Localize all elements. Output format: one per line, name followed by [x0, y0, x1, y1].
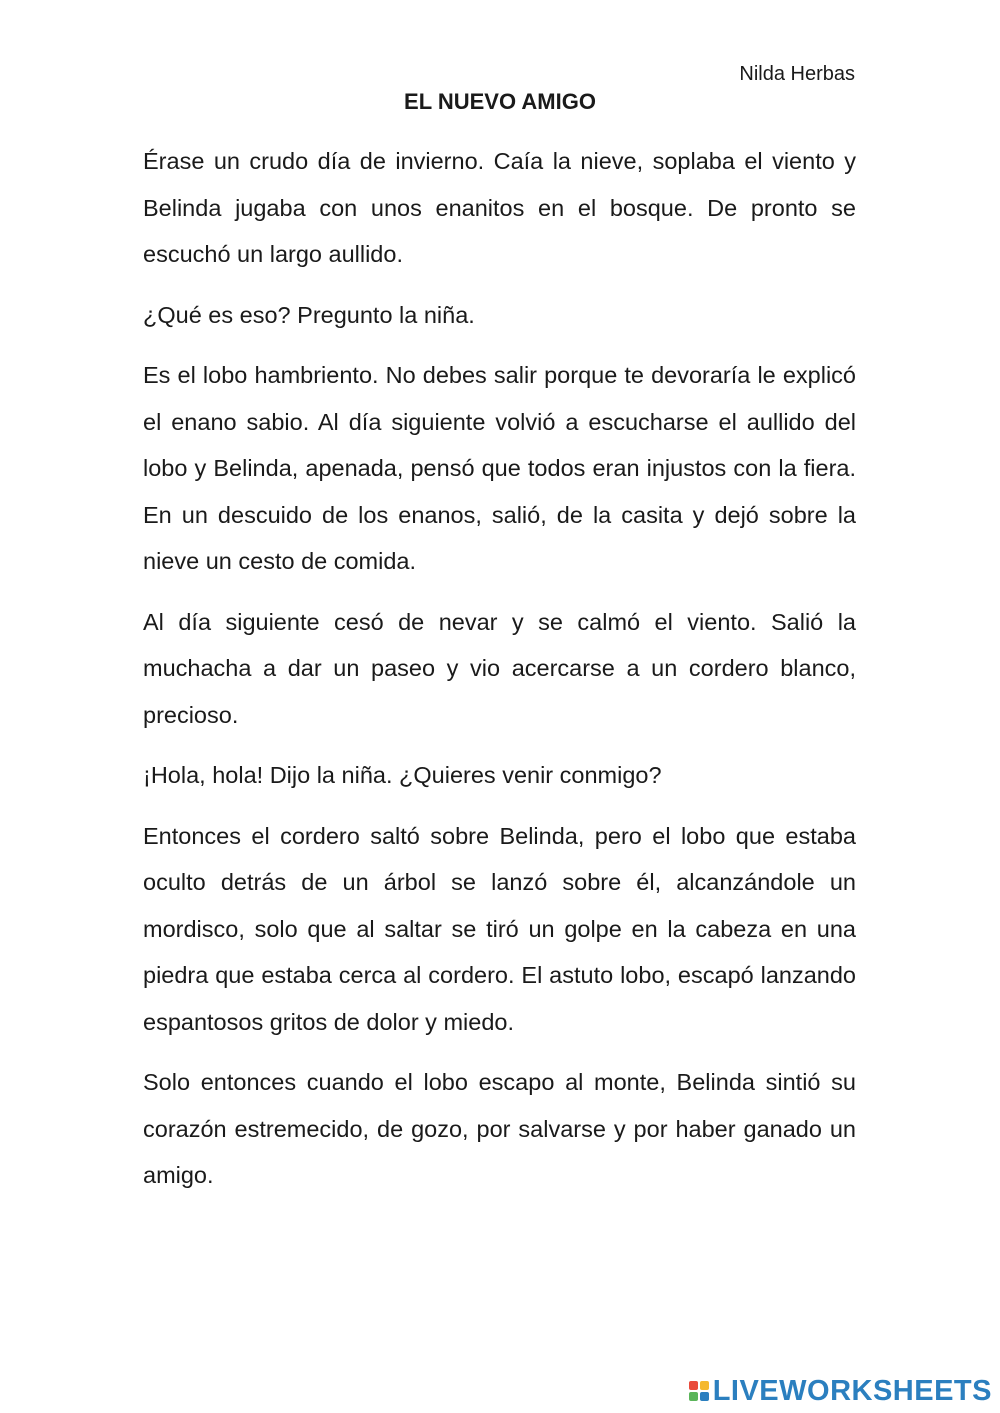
liveworksheets-badge-icon [689, 1381, 709, 1401]
story-paragraph: Entonces el cordero saltó sobre Belinda, pero el lobo que estaba oculto detrás de un árbol se lanzó sobre él, alcanzándole un mordisco, solo que al saltar se tiró un golpe en la cabeza en una piedra que estaba cerca al cordero. El astuto lobo, escapó lanzando espantosos gritos de dolor y miedo. [143, 822, 856, 1035]
story-paragraph: ¿Qué es eso? Pregunto la niña. [143, 301, 475, 328]
story-paragraph: Solo entonces cuando el lobo escapo al monte, Belinda sintió su corazón estremecido, de gozo, por salvarse y por haber ganado un amigo. [143, 1069, 856, 1188]
story-body [143, 138, 856, 1213]
author-name: Nilda Herbas [739, 63, 855, 85]
badge-cell [700, 1381, 709, 1390]
story-paragraph: ¡Hola, hola! Dijo la niña. ¿Quieres venir conmigo? [143, 762, 662, 788]
badge-cell [689, 1381, 698, 1390]
badge-cell [700, 1392, 709, 1401]
story-paragraph: Al día siguiente cesó de nevar y se calmó el viento. Salió la muchacha a dar un paseo y vio acercarse a un cordero blanco, precioso. [143, 608, 856, 728]
story-paragraph: Érase un crudo día de invierno. Caía la nieve, soplaba el viento y Belinda jugaba con unos enanitos en el bosque. De pronto se escuchó un largo aullido. [143, 148, 856, 267]
logo-text: LIVEWORKSHEETS [712, 1375, 992, 1407]
story-paragraph: Es el lobo hambriento. No debes salir porque te devoraría le explicó el enano sabio. Al día siguiente volvió a escucharse el aullido del lobo y Belinda, apenada, pensó que todos eran injustos con la fiera. En un descuido de los enanos, salió, de la casita y dejó sobre la nieve un cesto de comida. [143, 362, 856, 574]
page-title: EL NUEVO AMIGO [404, 89, 596, 114]
badge-cell [689, 1392, 698, 1401]
liveworksheets-logo [689, 1375, 992, 1407]
